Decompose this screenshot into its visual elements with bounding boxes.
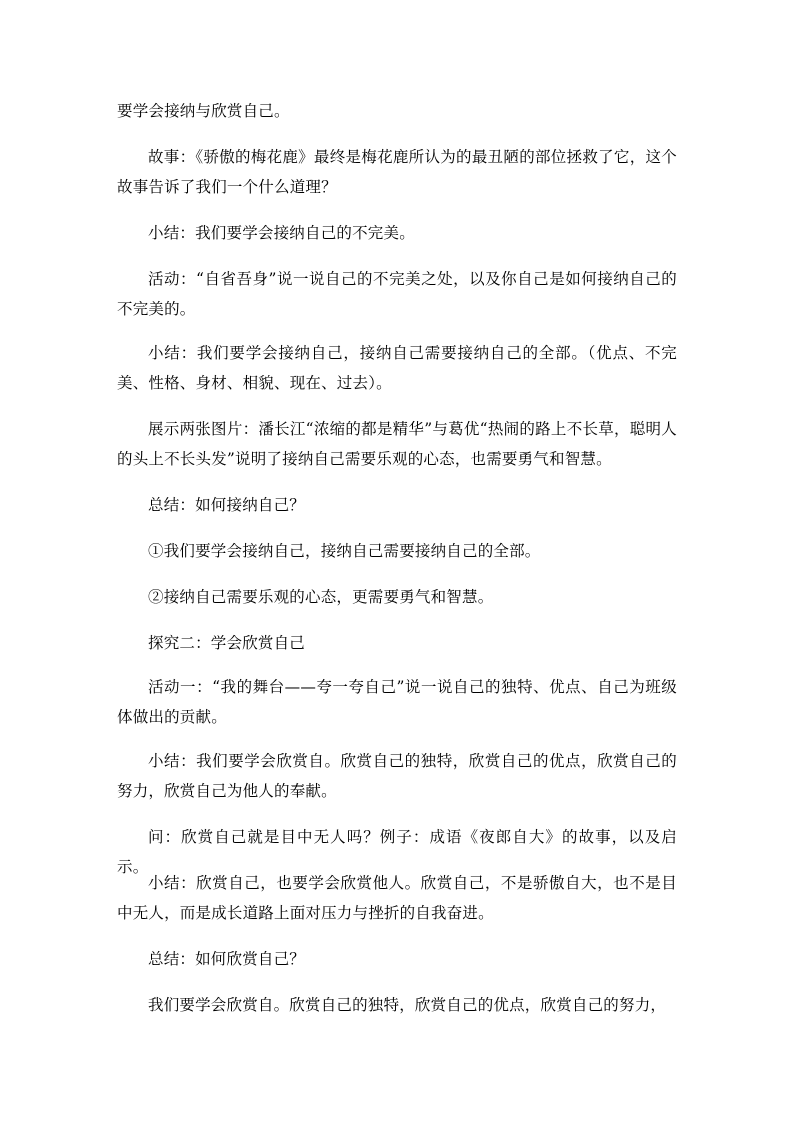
paragraph-12: 小结：我们要学会欣赏自。欣赏自己的独特，欣赏自己的优点，欣赏自己的努力，欣赏自己为他人的奉献。 bbox=[117, 752, 677, 800]
paragraph-15: 总结：如何欣赏自己？ bbox=[148, 950, 306, 968]
paragraph-3: 小结：我们要学会接纳自己的不完美。 bbox=[148, 224, 415, 242]
paragraph-16: 我们要学会欣赏自。欣赏自己的独特，欣赏自己的优点，欣赏自己的努力， bbox=[148, 996, 667, 1014]
paragraph-7: 总结：如何接纳自己？ bbox=[148, 496, 306, 514]
paragraph-10: 探究二：学会欣赏自己 bbox=[148, 634, 306, 652]
paragraph-13: 问：欣赏自己就是目中无人吗？例子：成语《夜郎自大》的故事，以及启示。 bbox=[117, 828, 677, 876]
paragraph-2: 故事：《骄傲的梅花鹿》最终是梅花鹿所认为的最丑陋的部位拯救了它，这个故事告诉了我们一个什么道理？ bbox=[117, 148, 677, 196]
paragraph-14: 小结：欣赏自己，也要学会欣赏他人。欣赏自己，不是骄傲自大，也不是目中无人，而是成长道路上面对压力与挫折的自我奋进。 bbox=[117, 874, 677, 922]
paragraph-5: 小结：我们要学会接纳自己，接纳自己需要接纳自己的全部。（优点、不完美、性格、身材、相貌、现在、过去）。 bbox=[117, 344, 677, 392]
paragraph-8: ①我们要学会接纳自己，接纳自己需要接纳自己的全部。 bbox=[148, 542, 541, 560]
paragraph-4: 活动：“自省吾身”说一说自己的不完美之处，以及你自己是如何接纳自己的不完美的。 bbox=[117, 270, 677, 318]
paragraph-11: 活动一：“我的舞台——夸一夸自己”说一说自己的独特、优点、自己为班级体做出的贡献。 bbox=[117, 678, 677, 726]
paragraph-1: 要学会接纳与欣赏自己。 bbox=[117, 102, 290, 120]
paragraph-6: 展示两张图片：潘长江“浓缩的都是精华”与葛优“热闹的路上不长草，聪明人的头上不长头发”说明了接纳自己需要乐观的心态，也需要勇气和智慧。 bbox=[117, 420, 677, 468]
paragraph-9: ②接纳自己需要乐观的心态，更需要勇气和智慧。 bbox=[148, 588, 494, 606]
